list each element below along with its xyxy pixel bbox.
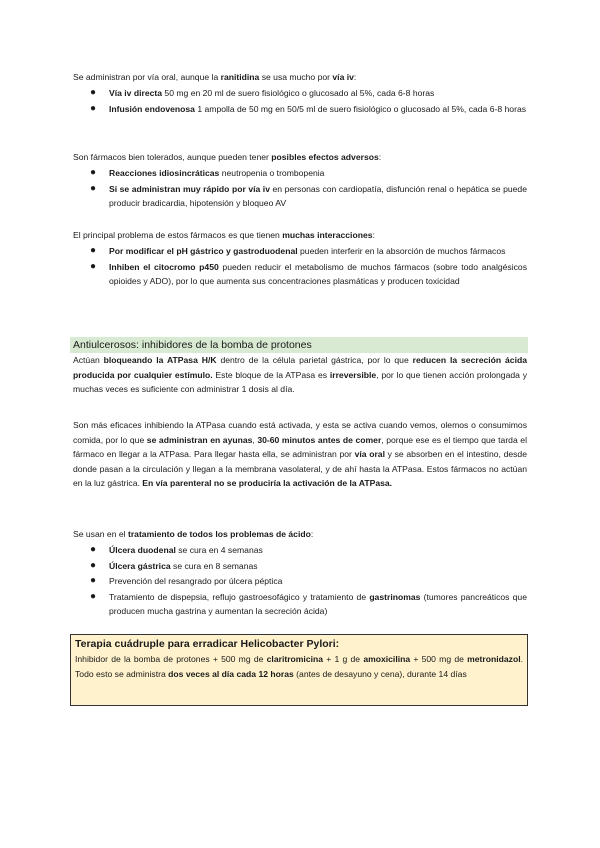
bullet-icon: ● [90,182,97,194]
bullet-list-uses [73,543,527,620]
paragraph-adverse-effects [73,150,527,165]
paragraph-administration-timing [73,418,527,491]
bold-run: vía oral [354,449,385,459]
list-item [73,166,527,181]
list-item [73,559,527,574]
text-run: neutropenia o trombopenia [221,168,325,178]
callout-title: Terapia cuádruple para erradicar Helicobacter Pylori: [75,638,340,650]
text-run: , [252,434,258,445]
paragraph-administration [73,70,527,85]
text-run: + 500 mg de [410,654,468,664]
bullet-icon: ● [90,245,97,256]
bold-run: Inhiben el citocromo p450 [109,261,219,272]
text-run: se usa mucho por [259,72,333,82]
bold-run: Por modificar el pH gástrico y gastroduodenal [109,246,298,256]
bold-run: Si se administran muy rápido por vía iv [109,183,270,194]
text-run: Inhibidor de la bomba de protones + 500 mg de [75,654,267,664]
bullet-icon: ● [90,559,97,571]
list-item [73,260,527,289]
bullet-icon: ● [90,544,97,555]
bold-run: 30-60 minutos antes de comer [257,434,382,445]
bullet-icon: ● [90,260,97,272]
text-run: 50 mg en 20 ml de suero fisiológico o glucosado al 5%, cada 6-8 horas [164,88,435,98]
therapy-callout-box [70,634,528,706]
text-run: dentro de la célula parietal gástrica, por lo que [216,355,413,365]
text-run: + 1 g de [323,654,364,664]
text-run: Son más eficaces inhibiendo la ATPasa cuando está activada, y esta se activa cuando vemos, olemos o consumimos comida, por lo que [73,420,527,445]
bold-run: dos veces al día cada 12 horas [168,669,294,679]
text-run: Este bloque de la ATPasa es [212,369,330,380]
list-item [73,590,527,619]
text-run: , por lo que tienen acción prolongada y muchas veces es suficiente con administrar 1 dosis al día. [73,369,527,394]
bold-run: ranitidina [220,72,260,82]
text-run: , porque ese es el tiempo que tarda el fármaco en llegar a la ATPasa. Para llegar hasta ella, se administran por [73,434,527,459]
bold-run: Vía iv directa [109,88,163,98]
bold-run: Infusión endovenosa [109,103,195,114]
text-run: se cura en 8 semanas [173,560,258,571]
bold-run: Úlcera duodenal [109,545,176,555]
callout-text [75,652,523,682]
list-item [73,102,527,117]
text-run: en personas con cardiopatía, disfunción renal o hepática se puede producir bradicardia, hipotensión y bloqueo AV [109,183,527,208]
bullet-list-adverse-effects [73,166,527,212]
paragraph-interactions [73,228,527,243]
bullet-icon: ● [90,87,97,98]
text-run: El principal problema de estos fármacos es que tienen [73,230,283,240]
text-run: Tratamiento de dispepsia, reflujo gastroesofágico y tratamiento de [109,591,370,602]
bold-run: amoxicilina [363,654,411,664]
bullet-icon: ● [90,590,97,602]
bold-run: Úlcera gástrica [109,560,171,571]
text-run: Actúan [73,355,104,365]
text-run: se cura en 4 semanas [178,545,263,555]
text-run: 1 ampolla de 50 mg en 50/5 ml de suero fisiológico o glucosado al 5%, cada 6-8 horas [197,103,527,114]
text-run: (antes de desayuno y cena), durante 14 días [293,669,467,679]
bold-run: se administran en ayunas [146,434,253,445]
bold-run: vía iv [332,72,354,82]
paragraph-mechanism [73,353,527,397]
text-run: Se usan en el [73,529,128,539]
text-run: : [353,72,357,82]
text-run: pueden reducir el metabolismo de muchos fármacos (sobre todo analgésicos opioides y ADO), por lo que aumenta sus concentraciones plasmáticas y producen toxicidad [109,261,527,286]
bold-run: Reacciones idiosincráticas [109,168,220,178]
bold-run: bloqueando la ATPasa H/K [103,355,217,365]
text-run: Se administran por vía oral, aunque la [73,72,221,82]
list-item [73,543,527,558]
text-run: . Todo esto se administra [75,654,524,679]
text-run: : [378,152,382,162]
bold-run: gastrinomas [369,591,421,602]
bullet-icon: ● [90,575,97,586]
list-item [73,574,527,589]
bullet-icon: ● [90,102,97,114]
text-run: : [372,230,375,240]
bullet-list-interactions [73,244,527,290]
list-item [73,86,527,101]
list-item [73,182,527,211]
text-run: : [310,529,314,539]
section-heading: Antiulcerosos: inhibidores de la bomba de protones [70,337,528,353]
bold-run: claritromicina [266,654,324,664]
bold-run: irreversible [329,369,377,380]
bold-run: metronidazol [467,654,521,664]
list-item [73,244,527,259]
bold-run: muchas interacciones [282,230,373,240]
text-run: pueden interferir en la absorción de muchos fármacos [300,246,506,256]
text-run: (tumores pancreáticos que producen mucha gastrina y aumentan la secreción ácida) [109,591,527,616]
bold-run: reducen la secreción ácida producida por cualquier estímulo. [73,355,528,380]
text-run: y se absorben en el intestino, desde donde pasan a la circulación y llegan a la membrana vasolateral, y de ahí hasta la ATPasa. Estos fármacos no actúan en la luz gástrica. [73,449,527,488]
bold-run: En vía parenteral no se produciría la activación de la ATPasa. [142,478,393,488]
text-run: Son fármacos bien tolerados, aunque pueden tener [73,152,272,162]
text-run: Prevención del resangrado por úlcera péptica [109,576,283,586]
bold-run: posibles efectos adversos [271,152,379,162]
bold-run: tratamiento de todos los problemas de ácido [127,529,311,539]
bullet-list-administration [73,86,527,117]
paragraph-uses [73,527,527,542]
bullet-icon: ● [90,167,97,178]
